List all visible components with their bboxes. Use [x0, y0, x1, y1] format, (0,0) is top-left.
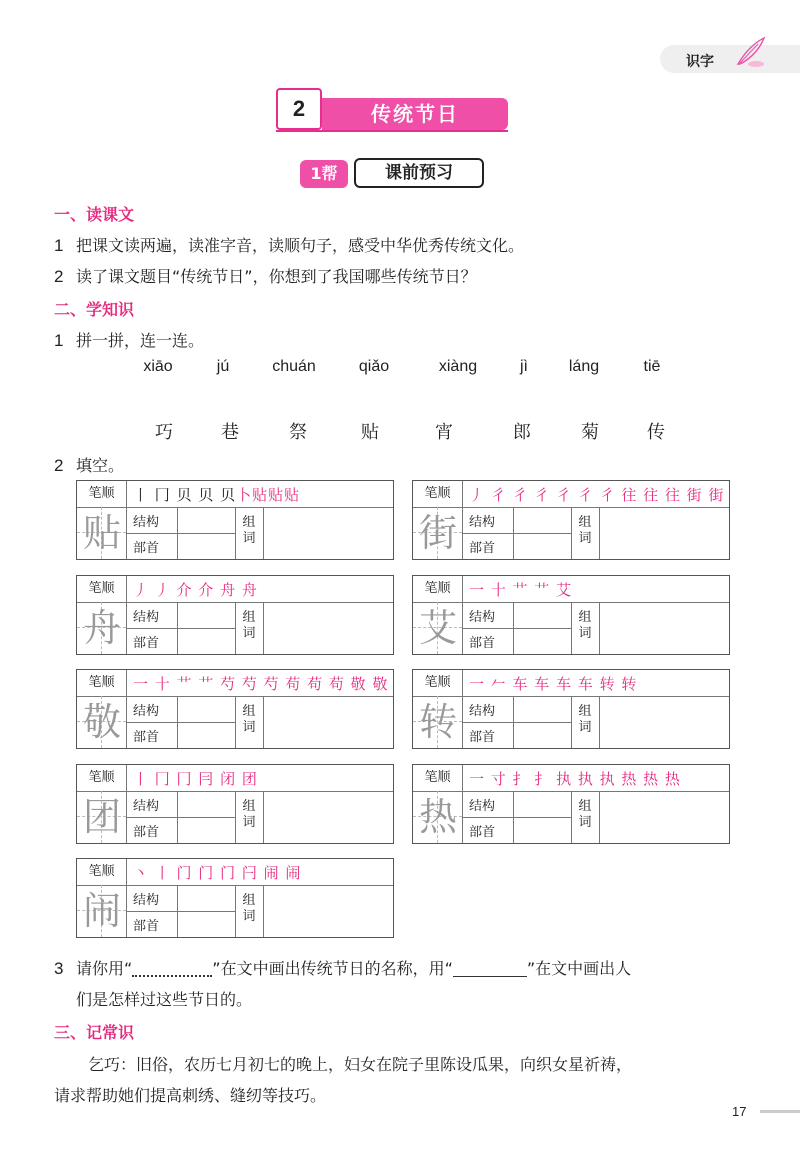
character-card	[76, 669, 394, 749]
q3-part2: ”在文中画出传统节日的名称，用“	[212, 959, 453, 978]
stroke-order-label: 笔顺	[413, 765, 463, 791]
card-divider	[263, 696, 264, 748]
practice-character: 舟	[82, 606, 121, 650]
section-badge-left-text: 1帮	[310, 164, 338, 183]
section2-q2	[54, 453, 124, 476]
character-card	[76, 764, 394, 844]
pinyin-option: qiǎo	[358, 358, 390, 375]
item-text: 读了课文题目“传统节日”，你想到了我国哪些传统节日？	[76, 267, 477, 286]
char-option: 祭	[289, 422, 307, 443]
q-number: 2	[54, 456, 64, 475]
card-divider	[571, 696, 572, 748]
structure-label: 结构	[469, 704, 496, 719]
card-divider	[177, 885, 178, 937]
stroke-seq-highlight: 一 寸 扌 扌 执 执 执 热 热 热	[469, 770, 681, 788]
card-divider	[571, 602, 572, 654]
card-divider	[463, 533, 571, 534]
lesson-title-underline	[276, 130, 508, 132]
stroke-order-label: 笔顺	[77, 481, 127, 507]
stroke-order-sequence	[469, 765, 724, 791]
char-option: 菊	[581, 422, 599, 443]
structure-label: 结构	[133, 610, 160, 625]
card-divider	[263, 602, 264, 654]
stroke-order-label: 笔顺	[77, 670, 127, 696]
pinyin-option: xiāo	[143, 358, 173, 375]
section2-q3	[54, 956, 631, 979]
card-divider	[235, 696, 236, 748]
card-divider	[235, 791, 236, 843]
stroke-order-label: 笔顺	[413, 576, 463, 602]
card-divider	[177, 602, 178, 654]
lesson-title: 传统节日	[371, 102, 459, 126]
radical-label: 部首	[469, 825, 496, 840]
item-text: 把课文读两遍，读准字音，读顺句子，感受中华优秀传统文化。	[76, 236, 525, 255]
word-label: 组词	[242, 610, 256, 641]
card-divider	[263, 885, 264, 937]
section2-q3-line2: 们是怎样过这些节日的。	[76, 990, 253, 1009]
structure-label: 结构	[133, 704, 160, 719]
section1-heading: 一、读课文	[54, 205, 135, 224]
stroke-order-sequence	[469, 576, 724, 602]
q-number: 3	[54, 959, 64, 978]
card-divider	[599, 791, 600, 843]
pinyin-option: jú	[216, 358, 230, 375]
stroke-seq-highlight: 一 十 艹 艹 艾	[469, 581, 573, 599]
structure-label: 结构	[469, 799, 496, 814]
char-option: 宵	[435, 422, 453, 443]
stroke-order-sequence	[133, 670, 388, 696]
stroke-seq-highlight: 一 十 艹 艹 芍 芍 芍 苟 苟 苟 敬 敬	[133, 675, 388, 693]
wavy-underline-sample	[132, 961, 212, 977]
stroke-seq-plain: 丨 冂 贝 贝 贝	[133, 486, 237, 504]
practice-character: 闹	[82, 889, 121, 933]
character-card	[412, 575, 730, 655]
char-option: 郎	[513, 422, 531, 443]
chapter-tab	[660, 45, 800, 73]
stroke-order-sequence	[133, 481, 388, 507]
card-divider	[177, 507, 178, 559]
practice-character: 转	[418, 700, 457, 744]
pinyin-option: chuán	[272, 358, 316, 375]
stroke-seq-highlight: 丿 丿 介 介 舟 舟	[133, 581, 258, 599]
practice-character: 艾	[418, 606, 457, 650]
card-divider	[571, 507, 572, 559]
character-card	[76, 858, 394, 938]
radical-label: 部首	[133, 730, 160, 745]
section2-heading: 二、学知识	[54, 300, 135, 319]
q3-part3: ”在文中画出人	[526, 959, 632, 978]
character-card	[76, 480, 394, 560]
word-label: 组词	[242, 799, 256, 830]
radical-label: 部首	[469, 730, 496, 745]
q3-part1: 请你用“	[76, 959, 133, 978]
radical-label: 部首	[133, 919, 160, 934]
card-divider	[235, 507, 236, 559]
pinyin-option: láng	[568, 358, 600, 375]
word-label: 组词	[578, 610, 592, 641]
pinyin-option: jì	[520, 358, 528, 375]
page-number-bar	[760, 1110, 800, 1113]
practice-character: 团	[82, 795, 121, 839]
practice-character: 贴	[82, 511, 121, 555]
card-divider	[463, 628, 571, 629]
card-divider	[127, 817, 235, 818]
radical-label: 部首	[469, 541, 496, 556]
card-divider	[571, 791, 572, 843]
card-divider	[463, 722, 571, 723]
stroke-order-label: 笔顺	[77, 576, 127, 602]
card-divider	[513, 696, 514, 748]
radical-label: 部首	[133, 541, 160, 556]
stroke-seq-highlight: 丨 冂 冂 冃 闭 团	[133, 770, 258, 788]
card-divider	[599, 507, 600, 559]
stroke-order-label: 笔顺	[77, 859, 127, 885]
card-divider	[513, 791, 514, 843]
q-text: 拼一拼，连一连。	[76, 331, 205, 350]
card-divider	[235, 885, 236, 937]
item-number: 1	[54, 236, 64, 255]
card-divider	[177, 696, 178, 748]
card-divider	[177, 791, 178, 843]
radical-label: 部首	[133, 636, 160, 651]
section3-line1: 乞巧：旧俗，农历七月初七的晚上，妇女在院子里陈设瓜果，向织女星祈祷，	[88, 1055, 633, 1074]
section3-line2: 请求帮助她们提高刺绣、缝纫等技巧。	[54, 1086, 327, 1105]
stroke-seq-highlight: 卜贴贴贴	[236, 486, 301, 504]
lesson-number: 2	[292, 96, 306, 121]
word-label: 组词	[578, 799, 592, 830]
pinyin-option: xiàng	[438, 358, 478, 375]
chapter-tab-label: 识字	[686, 54, 714, 70]
char-option: 传	[647, 422, 665, 443]
stroke-order-sequence	[133, 859, 388, 885]
card-divider	[127, 722, 235, 723]
section1-item-2	[54, 264, 477, 287]
section2-q1	[54, 328, 204, 351]
stroke-seq-highlight: 一 𠂉 车 车 车 车 转 转	[469, 675, 638, 693]
character-card	[76, 575, 394, 655]
stroke-seq-highlight: 丶 丨 门 门 门 闩 闹 闹	[133, 864, 302, 882]
stroke-order-sequence	[133, 576, 388, 602]
word-label: 组词	[578, 704, 592, 735]
card-divider	[599, 696, 600, 748]
card-divider	[263, 791, 264, 843]
stroke-order-sequence	[133, 765, 388, 791]
item-number: 2	[54, 267, 64, 286]
practice-character: 街	[418, 511, 457, 555]
character-card	[412, 764, 730, 844]
radical-label: 部首	[133, 825, 160, 840]
structure-label: 结构	[469, 610, 496, 625]
stroke-order-sequence	[469, 670, 724, 696]
structure-label: 结构	[469, 515, 496, 530]
stroke-order-label: 笔顺	[77, 765, 127, 791]
card-divider	[599, 602, 600, 654]
card-divider	[235, 602, 236, 654]
pinyin-option: tiē	[643, 358, 661, 375]
card-divider	[463, 817, 571, 818]
structure-label: 结构	[133, 893, 160, 908]
q-text: 填空。	[76, 456, 125, 475]
q-number: 1	[54, 331, 64, 350]
practice-character: 敬	[82, 700, 121, 744]
stroke-order-label: 笔顺	[413, 481, 463, 507]
radical-label: 部首	[469, 636, 496, 651]
stroke-order-label: 笔顺	[413, 670, 463, 696]
straight-underline-sample	[453, 962, 527, 977]
word-label: 组词	[242, 704, 256, 735]
structure-label: 结构	[133, 515, 160, 530]
card-divider	[513, 602, 514, 654]
card-divider	[127, 533, 235, 534]
feather-pen-icon	[732, 34, 768, 70]
word-label: 组词	[242, 893, 256, 924]
card-divider	[127, 628, 235, 629]
section-badge-right-text: 课前预习	[385, 163, 453, 183]
stroke-seq-highlight: 丿 彳 彳 彳 彳 彳 彳 往 往 往 街 街	[469, 486, 724, 504]
card-divider	[513, 507, 514, 559]
character-card	[412, 480, 730, 560]
structure-label: 结构	[133, 799, 160, 814]
char-option: 贴	[361, 422, 379, 443]
page-number: 17	[732, 1104, 747, 1119]
stroke-order-sequence	[469, 481, 724, 507]
card-divider	[127, 911, 235, 912]
practice-character: 热	[418, 795, 457, 839]
section3-heading: 三、记常识	[54, 1023, 135, 1042]
char-option: 巷	[221, 422, 239, 443]
word-label: 组词	[578, 515, 592, 546]
card-divider	[263, 507, 264, 559]
section1-item-1	[54, 233, 524, 256]
char-option: 巧	[155, 422, 173, 443]
character-card	[412, 669, 730, 749]
word-label: 组词	[242, 515, 256, 546]
